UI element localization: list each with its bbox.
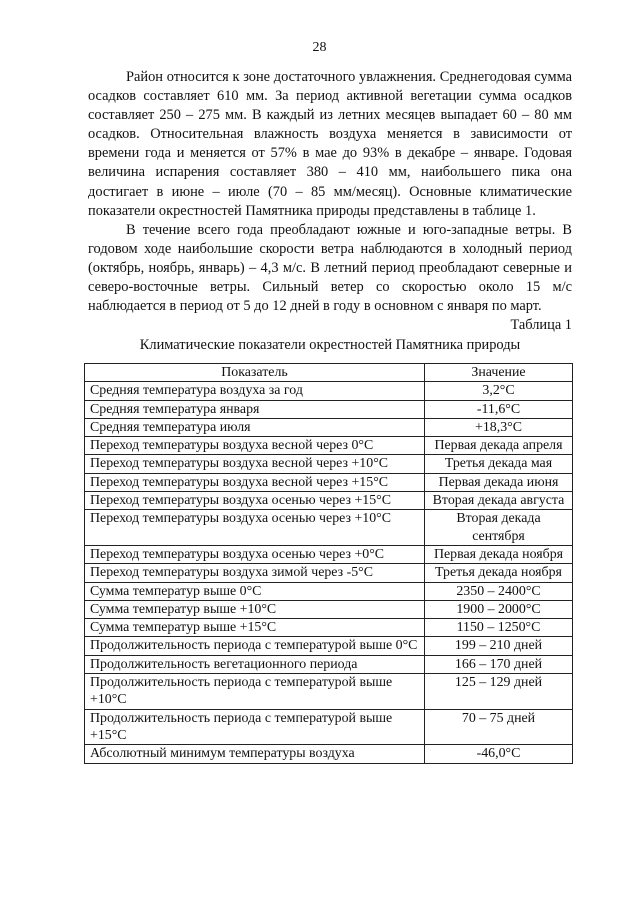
table-row xyxy=(85,709,573,745)
column-header: Показатель xyxy=(85,364,425,382)
table-row xyxy=(85,600,573,618)
table-row xyxy=(85,473,573,491)
table-row xyxy=(85,674,573,710)
indicator-cell: Переход температуры воздуха весной через +15°C xyxy=(85,473,425,491)
indicator-cell: Средняя температура января xyxy=(85,400,425,418)
indicator-cell: Сумма температур выше 0°C xyxy=(85,582,425,600)
indicator-cell: Средняя температура воздуха за год xyxy=(85,382,425,400)
value-cell: 166 – 170 дней xyxy=(425,655,573,673)
paragraph: В течение всего года преобладают южные и юго-западные ветры. В годовом ходе наибольшие скорости ветра наблюдаются в холодный период (октябрь, ноябрь, январь) – 4,3 м/с. В летний период преобладают северные и северо-восточные ветры. Сильный ветер со скоростью около 15 м/с наблюдается в период от 5 до 12 дней в году в основном с января по март. xyxy=(88,221,572,315)
value-cell: Третья декада мая xyxy=(425,455,573,473)
table-row xyxy=(85,382,573,400)
page-number: 28 xyxy=(312,40,327,55)
indicator-cell: Продолжительность периода с температурой выше 0°C xyxy=(85,637,425,655)
value-cell: Вторая декада сентября xyxy=(425,510,573,546)
table-row xyxy=(85,545,573,563)
column-header: Значение xyxy=(425,364,573,382)
value-cell: 3,2°C xyxy=(425,382,573,400)
indicator-cell: Сумма температур выше +10°C xyxy=(85,600,425,618)
indicator-cell: Переход температуры воздуха осенью через +10°C xyxy=(85,510,425,546)
value-cell: 2350 – 2400°C xyxy=(425,582,573,600)
table-header-row xyxy=(85,364,573,382)
table-caption: Климатические показатели окрестностей Памятника природы xyxy=(139,337,521,354)
indicator-cell: Переход температуры воздуха осенью через +0°C xyxy=(85,545,425,563)
table-row xyxy=(85,564,573,582)
indicator-cell: Продолжительность периода с температурой выше +10°C xyxy=(85,674,425,710)
table-row xyxy=(85,655,573,673)
table-body xyxy=(85,382,573,763)
value-cell: Первая декада апреля xyxy=(425,437,573,455)
table-row xyxy=(85,492,573,510)
value-cell: -46,0°C xyxy=(425,745,573,763)
value-cell: Первая декада июня xyxy=(425,473,573,491)
value-cell: 70 – 75 дней xyxy=(425,709,573,745)
table-row xyxy=(85,418,573,436)
table-row xyxy=(85,455,573,473)
climate-table xyxy=(84,363,573,764)
value-cell: 1900 – 2000°C xyxy=(425,600,573,618)
value-cell: Третья декада ноября xyxy=(425,564,573,582)
value-cell: 1150 – 1250°C xyxy=(425,619,573,637)
indicator-cell: Абсолютный минимум температуры воздуха xyxy=(85,745,425,763)
indicator-cell: Переход температуры воздуха осенью через +15°C xyxy=(85,492,425,510)
table-row xyxy=(85,437,573,455)
table-label: Таблица 1 xyxy=(510,317,572,334)
indicator-cell: Продолжительность периода с температурой выше +15°C xyxy=(85,709,425,745)
table-row xyxy=(85,400,573,418)
table-row xyxy=(85,745,573,763)
indicator-cell: Средняя температура июля xyxy=(85,418,425,436)
table-row xyxy=(85,510,573,546)
table-row xyxy=(85,637,573,655)
indicator-cell: Переход температуры воздуха зимой через -5°C xyxy=(85,564,425,582)
table-row xyxy=(85,582,573,600)
indicator-cell: Сумма температур выше +15°C xyxy=(85,619,425,637)
paragraph: Район относится к зоне достаточного увлажнения. Среднегодовая сумма осадков составляет 610 мм. За период активной вегетации сумма осадков составляет 250 – 275 мм. В каждый из летних месяцев выпадает 60 – 80 мм осадков. Относительная влажность воздуха меняется в зависимости от времени года и меняется от 57% в мае до 93% в декабре – январе. Годовая величина испарения составляет 380 – 410 мм, наибольшего пика она достигает в июне – июле (70 – 85 мм/месяц). Основные климатические показатели окрестностей Памятника природы представлены в таблице 1. xyxy=(88,69,572,219)
value-cell: +18,3°C xyxy=(425,418,573,436)
value-cell: 125 – 129 дней xyxy=(425,674,573,710)
indicator-cell: Продолжительность вегетационного периода xyxy=(85,655,425,673)
value-cell: 199 – 210 дней xyxy=(425,637,573,655)
value-cell: Первая декада ноября xyxy=(425,545,573,563)
value-cell: Вторая декада августа xyxy=(425,492,573,510)
indicator-cell: Переход температуры воздуха весной через 0°C xyxy=(85,437,425,455)
body-text xyxy=(88,68,572,355)
value-cell: -11,6°C xyxy=(425,400,573,418)
indicator-cell: Переход температуры воздуха весной через +10°C xyxy=(85,455,425,473)
table-row xyxy=(85,619,573,637)
